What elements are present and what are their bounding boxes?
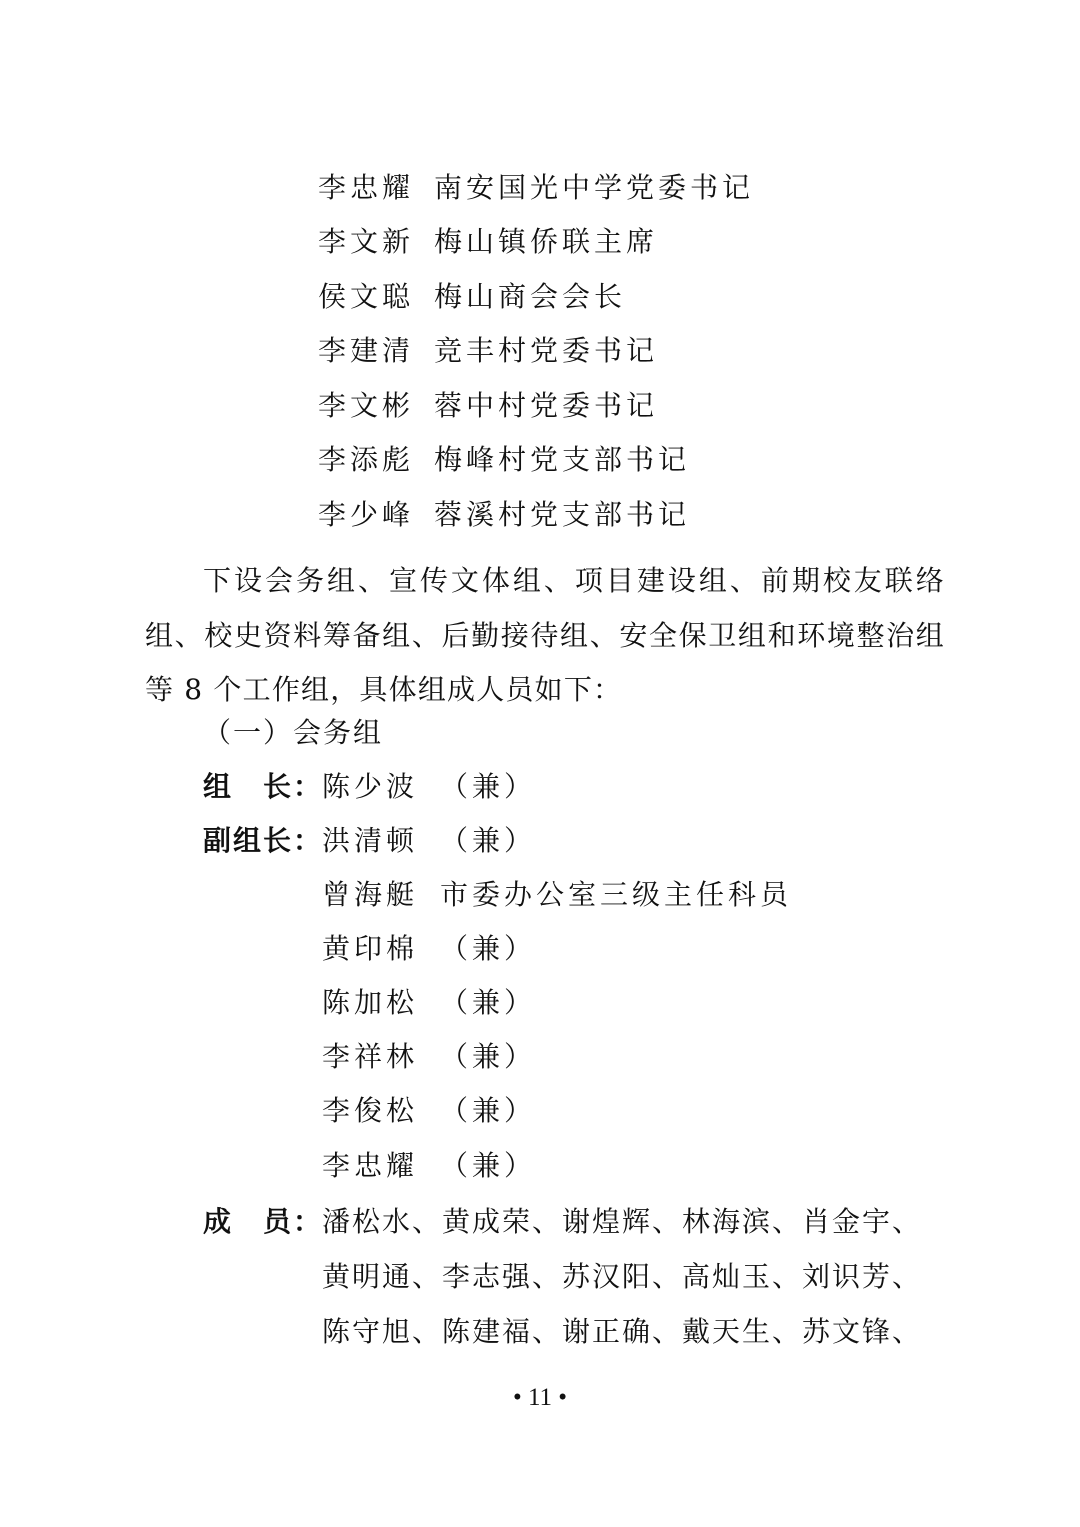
deputy-name: 曾海艇 — [322, 878, 419, 911]
member-title: 蓉溪村党支部书记 — [434, 498, 691, 531]
member-name: 李忠耀 — [318, 171, 415, 204]
member-name: 李添彪 — [318, 443, 415, 476]
members-line: 潘松水、黄成荣、谢煌辉、林海滨、肖金宇、 — [322, 1205, 923, 1238]
member-title: 竞丰村党委书记 — [434, 334, 659, 367]
deputy-note: （兼） — [440, 986, 537, 1019]
leader-note: （兼） — [440, 770, 537, 803]
members-label: 成 员： — [203, 1205, 324, 1238]
deputy-note: （兼） — [440, 1149, 537, 1182]
leader-label: 组 长： — [203, 770, 324, 803]
deputy-name: 黄印棉 — [322, 932, 419, 965]
member-name: 侯文聪 — [318, 280, 415, 313]
deputy-label: 副组长： — [203, 824, 324, 857]
deputy-name: 李俊松 — [322, 1094, 419, 1127]
deputy-note: （兼） — [440, 824, 537, 857]
member-title: 梅山商会会长 — [434, 280, 627, 313]
deputy-note: （兼） — [440, 1094, 537, 1127]
page-number: • 11 • — [512, 1384, 568, 1411]
member-name: 李文彬 — [318, 389, 415, 422]
deputy-note: （兼） — [440, 932, 537, 965]
member-title: 蓉中村党委书记 — [434, 389, 659, 422]
member-title: 梅峰村党支部书记 — [434, 443, 691, 476]
members-line: 陈守旭、陈建福、谢正确、戴天生、苏文锋、 — [322, 1315, 923, 1348]
deputy-name: 陈加松 — [322, 986, 419, 1019]
deputy-name: 李忠耀 — [322, 1149, 419, 1182]
deputy-name: 洪清顿 — [322, 824, 419, 857]
members-line: 黄明通、李志强、苏汉阳、高灿玉、刘识芳、 — [322, 1260, 923, 1293]
member-name: 李建清 — [318, 334, 415, 367]
deputy-note: （兼） — [440, 1040, 537, 1073]
deputy-name: 李祥林 — [322, 1040, 419, 1073]
member-title: 南安国光中学党委书记 — [434, 171, 755, 204]
deputy-note: 市委办公室三级主任科员 — [440, 878, 793, 911]
section-heading: （一）会务组 — [203, 716, 384, 749]
member-name: 李少峰 — [318, 498, 415, 531]
leader-name: 陈少波 — [322, 770, 419, 803]
member-title: 梅山镇侨联主席 — [434, 225, 659, 258]
member-name: 李文新 — [318, 225, 415, 258]
intro-paragraph: 下设会务组、宣传文体组、项目建设组、前期校友联络组、校史资料筹备组、后勤接待组、安全保卫组和环境整治组等 8 个工作组，具体组成人员如下： — [145, 564, 945, 706]
